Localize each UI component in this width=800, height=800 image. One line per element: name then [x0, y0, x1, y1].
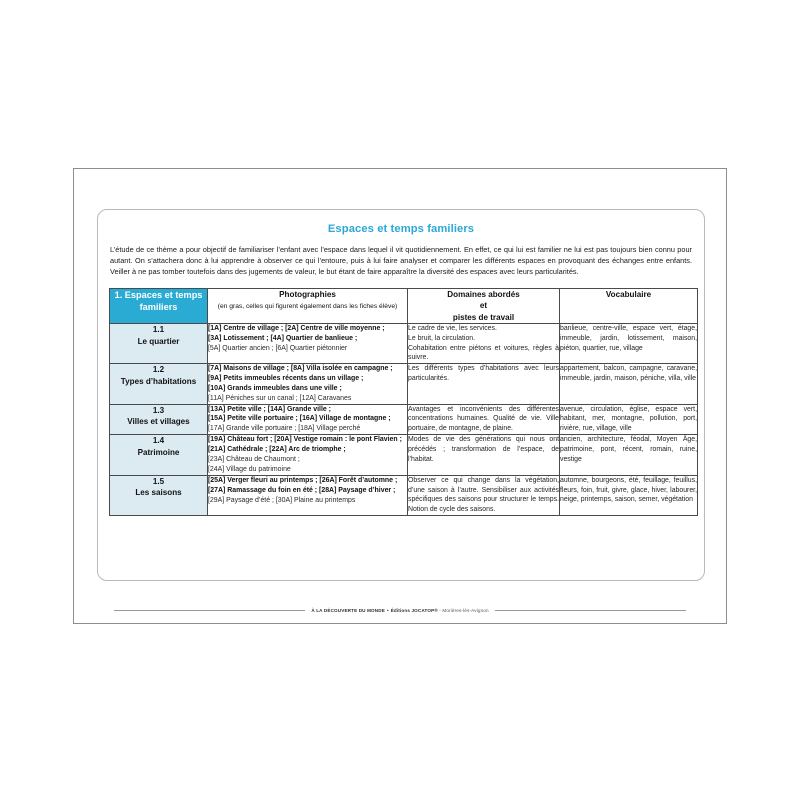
photo-entry-bold: [25A] Verger fleuri au printemps ; [26A] Forêt d’automne ; — [208, 476, 398, 484]
row-photographies-cell — [208, 435, 408, 476]
table-row — [110, 324, 698, 364]
photo-entry-plain: [11A] Péniches sur un canal ; [12A] Caravanes — [208, 394, 352, 402]
row-number: 1.4 — [152, 436, 165, 446]
row-number: 1.5 — [152, 476, 165, 486]
photo-entry-bold: [1A] Centre de village ; [2A] Centre de ville moyenne ; — [208, 325, 385, 333]
row-vocabulaire-cell: ancien, architecture, féodal, Moyen Âge, patrimoine, pont, récent, romain, ruine, vestige — [560, 435, 698, 476]
photo-entry-plain: [24A] Village du patrimoine — [208, 465, 291, 473]
photo-entry-plain: [17A] Grande ville portuaire ; [18A] Village perché — [208, 425, 361, 433]
table-header-row — [110, 288, 698, 324]
header-vocabulaire-title: Vocabulaire — [605, 289, 652, 299]
photo-entry-plain: [23A] Château de Chaumont ; — [208, 456, 300, 464]
row-domaines-cell: Observer ce qui change dans la végétation, d’une saison à l’autre. Sensibiliser aux activités spécifiques des saisons pour structurer le temps. Notion de cycle des saisons. — [408, 475, 560, 515]
header-photographies-note: (en gras, celles qui figurent également dans les fiches élève) — [217, 303, 398, 311]
row-number: 1.1 — [152, 325, 165, 335]
header-photographies-title: Photographies — [279, 289, 336, 299]
row-theme-cell — [110, 404, 208, 435]
header-domaines-title: Domaines abordés et pistes de travail — [447, 289, 520, 322]
footer-collection: À LA DÉCOUVERTE DU MONDE — [311, 608, 385, 613]
row-vocabulaire-cell: banlieue, centre-ville, espace vert, étage, immeuble, jardin, lotissement, maison, piéton, quartier, rue, village — [560, 324, 698, 364]
table-row — [110, 363, 698, 404]
footer-location: - Morières-lès-Avignon — [439, 608, 489, 613]
row-theme-label: Types d’habitations — [120, 376, 197, 386]
header-photographies-cell — [208, 288, 408, 324]
photo-entry-bold: [7A] Maisons de village ; [8A] Villa isolée en campagne ; — [208, 364, 393, 372]
photo-entry-bold: [9A] Petits immeubles récents dans un village ; — [208, 374, 364, 382]
photo-entry-bold: [15A] Petite ville portuaire ; [16A] Village de montagne ; — [208, 415, 391, 423]
photo-entry-bold: [10A] Grands immeubles dans une ville ; — [208, 384, 342, 392]
intro-paragraph: L’étude de ce thème a pour objectif de familiariser l’enfant avec l’espace dans lequel il vit quotidiennement. En effet, ce qui lui est familier ne lui est pas toujours bien connu pour autant. On s’attachera donc à lui apprendre à observer ce qui l’entoure, puis à lui faire analyser et comparer les différents espaces en provoquant des échanges entre enfants. Veiller à ne pas tomber toutefois dans des jugements de valeur, le but étant de faire apparaître la diversité des espaces avec leurs particularités. — [110, 245, 692, 277]
photo-entry-plain: [29A] Paysage d’été ; [30A] Plaine au printemps — [208, 496, 356, 504]
row-theme-label: Le quartier — [137, 336, 180, 346]
footer-rule-right — [495, 610, 686, 611]
header-theme-cell: 1. Espaces et temps familiers — [110, 288, 208, 324]
row-domaines-cell: Modes de vie des générations qui nous ont précédés ; transformation de l’espace, de l’habitat. — [408, 435, 560, 476]
skills-table — [109, 288, 698, 516]
header-domaines-cell — [408, 288, 560, 324]
row-theme-label: Patrimoine — [137, 447, 180, 457]
row-theme-cell — [110, 435, 208, 476]
row-theme-cell — [110, 363, 208, 404]
footer-publisher: Éditions JOCATOP® — [390, 608, 438, 613]
row-theme-label: Les saisons — [135, 488, 182, 498]
photo-entry-bold: [13A] Petite ville ; [14A] Grande ville ; — [208, 405, 331, 413]
row-photographies-cell — [208, 324, 408, 364]
table-row — [110, 435, 698, 476]
photo-entry-plain: [5A] Quartier ancien ; [6A] Quartier piétonnier — [208, 344, 348, 352]
row-theme-cell — [110, 324, 208, 364]
photo-entry-bold: [19A] Château fort ; [20A] Vestige romain : le pont Flavien ; — [208, 436, 402, 444]
page-title: Espaces et temps familiers — [327, 223, 475, 235]
table-body — [110, 324, 698, 516]
row-domaines-cell: Avantages et inconvénients des différentes concentrations humaines. Qualité de vie. Ville portuaire, de montagne, de plaine. — [408, 404, 560, 435]
footer — [74, 608, 726, 613]
footer-rule-left — [114, 610, 305, 611]
row-number: 1.2 — [152, 364, 165, 374]
row-vocabulaire-cell: avenue, circulation, église, espace vert, habitant, mer, montagne, pollution, port, rivière, rue, village, ville — [560, 404, 698, 435]
photo-entry-bold: [27A] Ramassage du foin en été ; [28A] Paysage d’hiver ; — [208, 486, 396, 494]
row-theme-label: Villes et villages — [127, 417, 190, 427]
row-photographies-cell — [208, 363, 408, 404]
row-number: 1.3 — [152, 405, 165, 415]
row-vocabulaire-cell: appartement, balcon, campagne, caravane, immeuble, jardin, maison, péniche, villa, ville — [560, 363, 698, 404]
row-domaines-cell: Les différents types d’habitations avec leurs particularités. — [408, 363, 560, 404]
photo-entry-bold: [3A] Lotissement ; [4A] Quartier de banlieue ; — [208, 335, 358, 343]
row-domaines-cell: Le cadre de vie, les services. Le bruit, la circulation. Cohabitation entre piétons et voitures, règles à suivre. — [408, 324, 560, 364]
table-row — [110, 404, 698, 435]
photo-entry-bold: [21A] Cathédrale ; [22A] Arc de triomphe ; — [208, 446, 346, 454]
page-frame — [73, 168, 727, 624]
row-theme-cell — [110, 475, 208, 515]
row-vocabulaire-cell: automne, bourgeons, été, feuillage, feuillus, fleurs, foin, fruit, givre, glace, hiver, labourer, neige, printemps, saison, semer, végétation — [560, 475, 698, 515]
table-row — [110, 475, 698, 515]
header-vocabulaire-cell — [560, 288, 698, 324]
row-photographies-cell — [208, 404, 408, 435]
row-photographies-cell — [208, 475, 408, 515]
footer-separator: • — [386, 608, 389, 613]
content-card — [97, 209, 705, 581]
footer-text — [311, 608, 488, 613]
